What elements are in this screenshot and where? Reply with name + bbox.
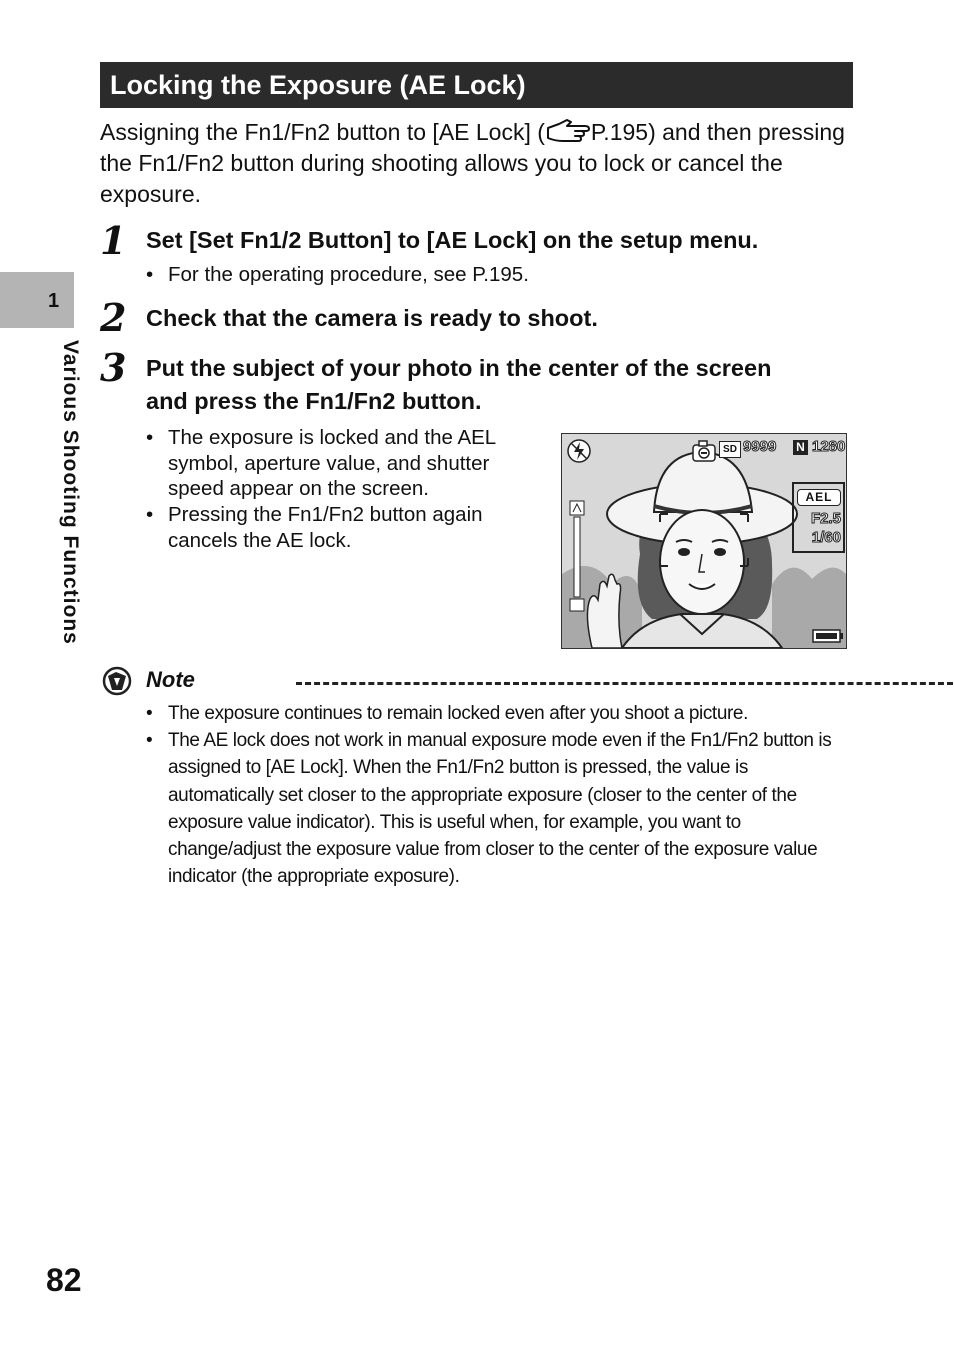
section-title: Locking the Exposure (AE Lock) [100, 62, 853, 108]
step-3-number: 3 [100, 345, 127, 390]
intro-text-start: Assigning the Fn1/Fn2 button to [AE Lock] ( [100, 119, 545, 145]
step-1-bullet [146, 262, 529, 288]
chapter-title: Various Shooting Functions [59, 340, 82, 645]
bullet-dot: • [146, 263, 154, 286]
note-header [100, 664, 860, 698]
note-item [146, 727, 856, 890]
step-2-number: 2 [100, 295, 127, 340]
step-3-bullet-1-line-1: The exposure is locked and the AEL [168, 426, 497, 449]
reference-hand-icon [545, 118, 591, 144]
remaining-shots: 9999 [743, 438, 777, 455]
step-1-bullet-text: For the operating procedure, see P.195. [168, 263, 529, 286]
step-3-title [146, 352, 856, 418]
step-3-bullet-1-line-2: symbol, aperture value, and shutter [168, 451, 490, 475]
bullet-dot: • [146, 703, 153, 724]
step-1-title: Set [Set Fn1/2 Button] to [AE Lock] on the setup menu. [146, 227, 759, 253]
camera-screen-illustration [561, 433, 847, 649]
bullet-dot: • [146, 426, 154, 449]
step-3-title-line-1: Put the subject of your photo in the center of the screen [146, 355, 772, 381]
intro-text-end: P.195) and then pressing the Fn1/Fn2 button during shooting allows you to lock or cancel the exposure. [100, 119, 845, 207]
camera-mode-icon [692, 440, 716, 462]
note-list [146, 700, 856, 890]
step-3-bullet-2-line-1: Pressing the Fn1/Fn2 button again [168, 503, 483, 526]
bullet-dot: • [146, 503, 154, 526]
step-3-bullet-2 [146, 502, 483, 553]
step-1-number: 1 [100, 218, 127, 263]
ael-highlight-box [792, 482, 845, 553]
chapter-number: 1 [48, 290, 60, 312]
note-pencil-icon [102, 666, 132, 696]
step-3-bullet-2-line-2: cancels the AE lock. [168, 528, 352, 552]
note-item [146, 700, 856, 727]
step-3-bullet-1-line-3: speed appear on the screen. [168, 477, 429, 500]
shutter-speed: 1/60 [811, 529, 841, 546]
note-label: Note [146, 667, 195, 692]
sd-card-badge: SD [719, 441, 741, 458]
step-3-title-line-2: and press the Fn1/Fn2 button. [146, 388, 482, 414]
image-size: 1280 [812, 438, 846, 455]
step-2-title: Check that the camera is ready to shoot. [146, 305, 598, 331]
chapter-tab [0, 272, 74, 328]
bullet-dot: • [146, 730, 153, 752]
step-3-bullet-1 [146, 425, 496, 502]
note-divider [296, 682, 953, 685]
quality-badge: N [793, 440, 808, 455]
intro-paragraph [100, 117, 860, 210]
note-item-2-text: The AE lock does not work in manual exposure mode even if the Fn1/Fn2 button is assigned to [AE Lock]. When the Fn1/Fn2 button is pressed, the value is automatically set closer to the appropriate exposure (closer to the center of the exposure value indicator). This is useful when, for example, you want to change/adjust the exposure value from closer to the center of the exposure value indicator (the appropriate exposure). [168, 730, 832, 888]
page-number: 82 [46, 1262, 82, 1298]
ael-symbol: AEL [797, 489, 841, 506]
aperture-value: F2.5 [810, 510, 841, 527]
battery-icon [812, 628, 844, 644]
flash-off-icon [566, 438, 592, 464]
note-item-1-text: The exposure continues to remain locked even after you shoot a picture. [168, 703, 748, 724]
